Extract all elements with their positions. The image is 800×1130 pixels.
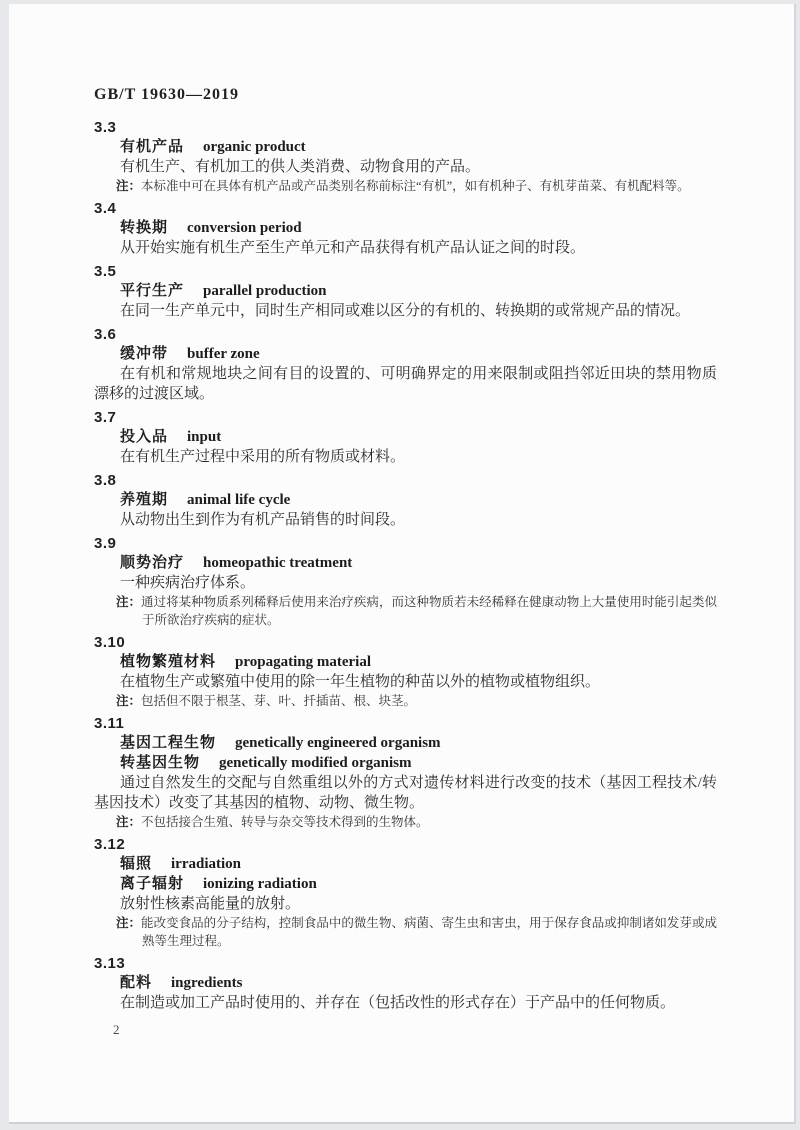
clause-3-4 xyxy=(94,199,717,258)
term-chinese: 辐照 xyxy=(120,855,153,872)
term-line xyxy=(120,490,717,510)
term-chinese: 平行生产 xyxy=(120,282,185,299)
clause-number: 3.9 xyxy=(94,535,117,552)
term-chinese: 配料 xyxy=(120,974,153,991)
note-label: 注： xyxy=(116,595,142,609)
term-line xyxy=(120,753,717,773)
term-english: animal life cycle xyxy=(187,492,291,508)
clause-number: 3.8 xyxy=(94,472,117,489)
term-english: conversion period xyxy=(187,220,302,236)
clause-number: 3.11 xyxy=(94,715,125,732)
clause-3-3 xyxy=(94,118,717,195)
clause-number: 3.5 xyxy=(94,263,117,280)
term-english: buffer zone xyxy=(187,346,260,362)
term-line xyxy=(120,854,717,874)
clause-3-6 xyxy=(94,325,717,404)
clause-number: 3.4 xyxy=(94,200,117,217)
term-english: irradiation xyxy=(171,856,242,872)
term-line xyxy=(120,281,717,301)
clause-number: 3.7 xyxy=(94,409,117,426)
clause-number: 3.12 xyxy=(94,836,126,853)
term-english: ionizing radiation xyxy=(203,876,317,892)
term-chinese: 缓冲带 xyxy=(120,345,169,362)
document-page xyxy=(9,4,796,1124)
term-chinese: 植物繁殖材料 xyxy=(120,653,217,670)
term-chinese: 离子辐射 xyxy=(120,875,185,892)
definition-text: 在同一生产单元中，同时生产相同或难以区分的有机的、转换期的或常规产品的情况。 xyxy=(120,303,691,319)
definition-text: 从动物出生到作为有机产品销售的时间段。 xyxy=(120,512,406,528)
term-line xyxy=(120,874,717,894)
standard-number-header: GB/T 19630—2019 xyxy=(94,86,239,103)
definition-text: 在植物生产或繁殖中使用的除一年生植物的种苗以外的植物或植物组织。 xyxy=(120,674,601,690)
note-text: 能改变食品的分子结构，控制食品中的微生物、病菌、寄生虫和害虫，用于保存食品或抑制诸如发芽或成熟等生理过程。 xyxy=(141,916,717,948)
definition-text: 通过自然发生的交配与自然重组以外的方式对遗传材料进行改变的技术（基因工程技术/转基因技术）改变了其基因的植物、动物、微生物。 xyxy=(94,775,717,811)
term-english: propagating material xyxy=(235,654,371,670)
term-line xyxy=(120,427,717,447)
note xyxy=(94,813,717,831)
term-line xyxy=(120,344,717,364)
note-label: 注： xyxy=(116,916,142,930)
note xyxy=(94,914,717,950)
note xyxy=(94,177,717,195)
terms-and-definitions-list xyxy=(94,118,717,1013)
page-number: 2 xyxy=(113,1022,120,1037)
term-chinese: 养殖期 xyxy=(120,491,169,508)
definition-text: 从开始实施有机生产至生产单元和产品获得有机产品认证之间的时段。 xyxy=(120,240,586,256)
clause-number: 3.3 xyxy=(94,119,117,136)
term-chinese: 投入品 xyxy=(120,428,169,445)
term-english: genetically modified organism xyxy=(219,755,412,771)
term-english: homeopathic treatment xyxy=(203,555,353,571)
clause-3-10 xyxy=(94,633,717,710)
note-label: 注： xyxy=(116,815,142,829)
clause-3-11 xyxy=(94,714,717,831)
term-chinese: 转基因生物 xyxy=(120,754,201,771)
term-line xyxy=(120,733,717,753)
definition-text: 在有机生产过程中采用的所有物质或材料。 xyxy=(120,449,406,465)
definition-text: 有机生产、有机加工的供人类消费、动物食用的产品。 xyxy=(120,159,481,175)
note-text: 不包括接合生殖、转导与杂交等技术得到的生物体。 xyxy=(141,815,429,829)
definition-text: 一种疾病治疗体系。 xyxy=(120,575,256,591)
note-label: 注： xyxy=(116,694,142,708)
note-text: 包括但不限于根茎、芽、叶、扦插苗、根、块茎。 xyxy=(141,694,417,708)
clause-number: 3.13 xyxy=(94,955,126,972)
term-english: parallel production xyxy=(203,283,327,299)
clause-3-8 xyxy=(94,471,717,530)
clause-3-5 xyxy=(94,262,717,321)
term-english: ingredients xyxy=(171,975,243,991)
term-line xyxy=(120,973,717,993)
term-line xyxy=(120,218,717,238)
definition-text: 在制造或加工产品时使用的、并存在（包括改性的形式存在）于产品中的任何物质。 xyxy=(120,995,676,1011)
clause-3-12 xyxy=(94,835,717,950)
term-chinese: 有机产品 xyxy=(120,138,185,155)
term-chinese: 顺势治疗 xyxy=(120,554,185,571)
clause-3-13 xyxy=(94,954,717,1013)
clause-number: 3.10 xyxy=(94,634,126,651)
term-chinese: 基因工程生物 xyxy=(120,734,217,751)
definition-text: 在有机和常规地块之间有目的设置的、可明确界定的用来限制或阻挡邻近田块的禁用物质漂移的过渡区域。 xyxy=(94,366,717,402)
term-english: organic product xyxy=(203,139,306,155)
note xyxy=(94,692,717,710)
term-chinese: 转换期 xyxy=(120,219,169,236)
definition-text: 放射性核素高能量的放射。 xyxy=(120,896,301,912)
term-english: genetically engineered organism xyxy=(235,735,441,751)
term-line xyxy=(120,137,717,157)
note-text: 通过将某种物质系列稀释后使用来治疗疾病，而这种物质若未经稀释在健康动物上大量使用时能引起类似于所欲治疗疾病的症状。 xyxy=(141,595,717,627)
note xyxy=(94,593,717,629)
clause-3-7 xyxy=(94,408,717,467)
note-text: 本标准中可在具体有机产品或产品类别名称前标注“有机”，如有机种子、有机芽苗菜、有机配料等。 xyxy=(141,179,690,193)
term-line xyxy=(120,652,717,672)
term-line xyxy=(120,553,717,573)
clause-number: 3.6 xyxy=(94,326,117,343)
clause-3-9 xyxy=(94,534,717,629)
term-english: input xyxy=(187,429,222,445)
note-label: 注： xyxy=(116,179,142,193)
